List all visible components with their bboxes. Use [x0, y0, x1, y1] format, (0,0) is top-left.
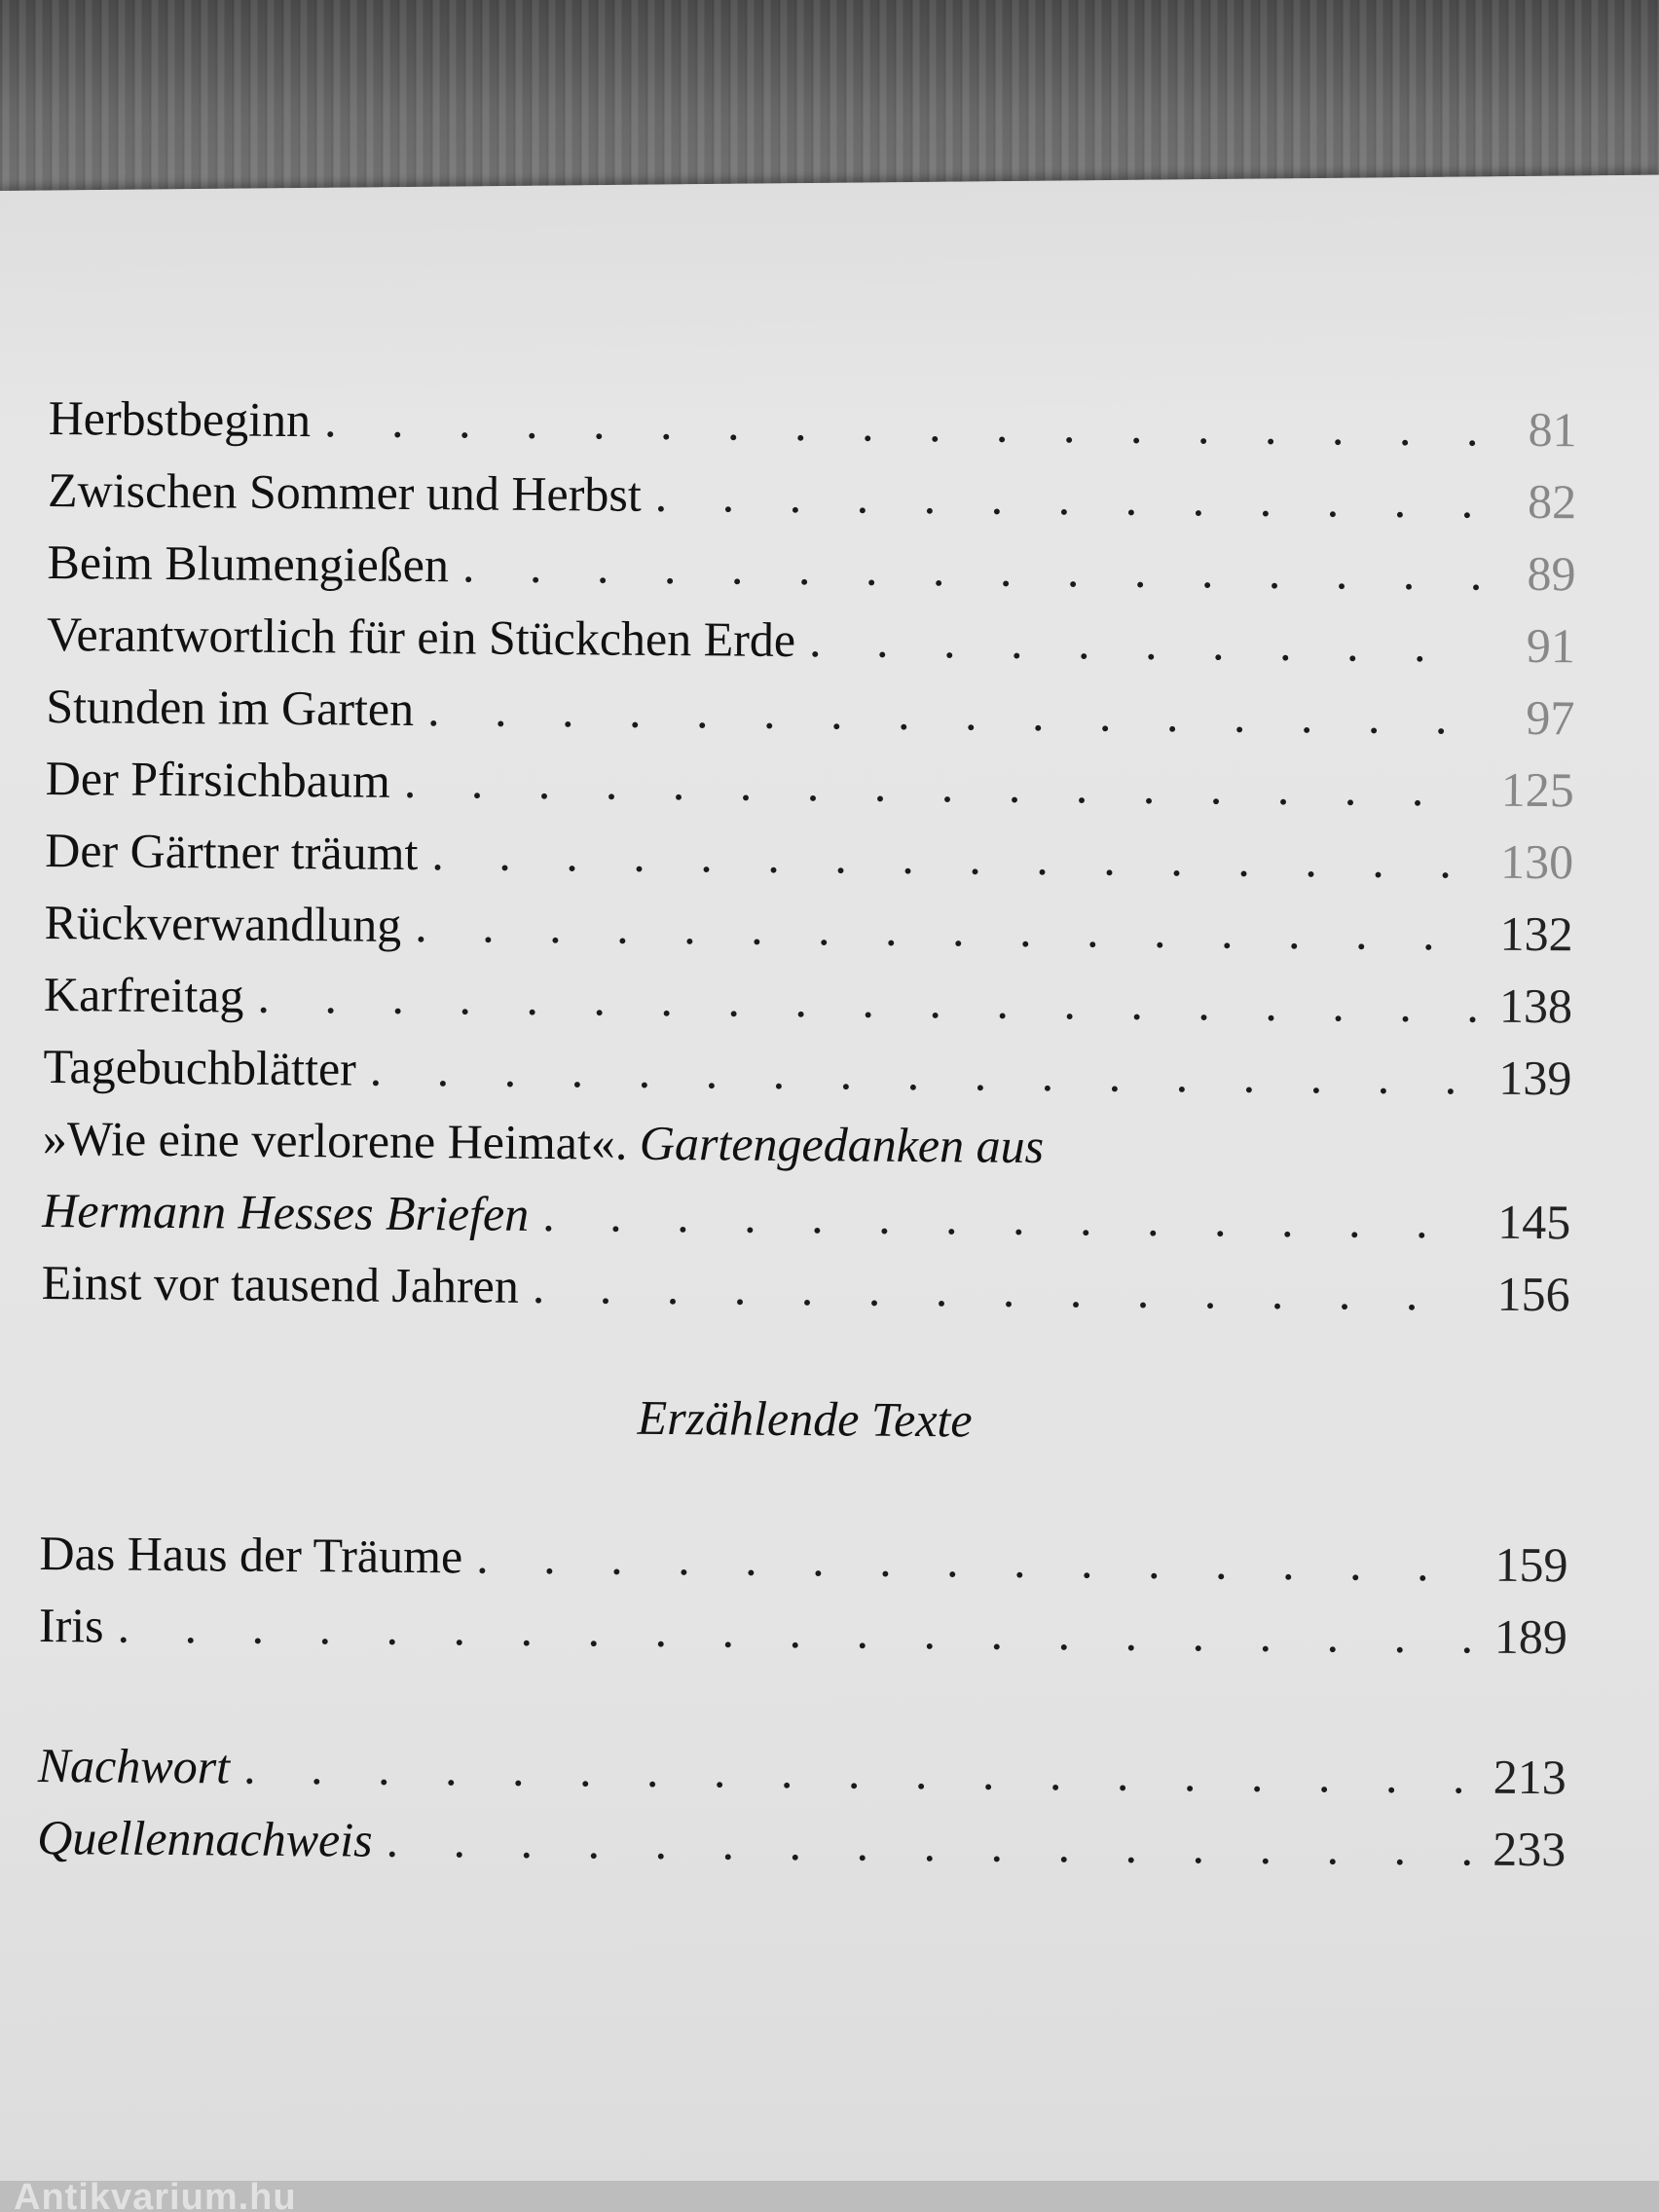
toc-entry-page: 97	[1526, 689, 1575, 746]
toc-entry-title: Einst vor tausend Jahren	[41, 1254, 520, 1313]
leader-dots	[476, 1520, 1473, 1600]
leader-dots	[404, 745, 1479, 826]
toc-entry	[37, 1801, 1567, 1885]
toc-entry	[46, 742, 1575, 826]
leader-dots	[809, 604, 1480, 681]
leader-dots	[533, 1250, 1475, 1330]
toc-entry	[39, 1589, 1568, 1673]
toc-entry	[42, 1174, 1571, 1258]
toc-entry-title: Rückverwandlung	[44, 894, 402, 952]
leader-dots	[324, 384, 1482, 464]
toc-entry-title: Karfreitag	[43, 966, 244, 1023]
toc-entry-page: 91	[1526, 617, 1576, 674]
toc-entry-title: Stunden im Garten	[46, 678, 415, 736]
toc-entry-title: Hermann Hesses Briefen	[42, 1182, 530, 1241]
toc-entry-title: Das Haus der Träume	[39, 1525, 463, 1584]
toc-entry-title: Der Gärtner träumt	[45, 822, 419, 880]
toc-entry	[47, 598, 1576, 682]
toc-entry-page: 139	[1498, 1050, 1572, 1106]
leader-dots	[542, 1178, 1476, 1258]
toc-entry	[46, 670, 1575, 754]
leader-dots	[243, 1731, 1471, 1813]
toc-entry-page: 89	[1527, 545, 1576, 602]
section-gap	[38, 1661, 1567, 1741]
leader-dots	[257, 960, 1477, 1042]
leader-dots	[370, 1033, 1477, 1114]
toc-entry-page: 156	[1496, 1266, 1570, 1322]
leader-dots	[386, 1804, 1470, 1885]
toc-entry-title: Der Pfirsichbaum	[45, 750, 391, 808]
toc-entry	[45, 814, 1574, 898]
toc-entry-page: 125	[1500, 761, 1574, 818]
toc-entry-title: Verantwortlich für ein Stückchen Erde	[46, 606, 796, 668]
toc-entry-letters-line1	[43, 1102, 1572, 1186]
toc-entry-page: 145	[1497, 1194, 1571, 1250]
toc-entry-title-italic: Gartengedanken aus	[639, 1115, 1045, 1174]
toc-entry-page: 159	[1494, 1536, 1568, 1593]
leader-dots	[462, 529, 1481, 608]
toc-entry-title-roman: »Wie eine verlorene Heimat«.	[42, 1110, 628, 1170]
toc-entry-page: 213	[1493, 1749, 1567, 1805]
toc-entry	[39, 1517, 1568, 1601]
toc-entry	[38, 1729, 1567, 1813]
toc-entry-title: Beim Blumengießen	[47, 534, 450, 593]
toc-entry-page: 138	[1498, 977, 1573, 1034]
toc-entry	[47, 526, 1576, 609]
toc-entry-title: Nachwort	[37, 1737, 231, 1794]
leader-dots	[431, 817, 1478, 897]
leader-dots	[415, 889, 1478, 970]
toc-entry-page: 81	[1528, 401, 1577, 458]
toc-entry-page: 132	[1499, 905, 1573, 962]
leader-dots	[427, 673, 1480, 753]
table-of-contents	[37, 382, 1577, 1885]
toc-entry	[48, 382, 1577, 465]
leader-dots	[117, 1590, 1472, 1673]
toc-entry	[41, 1246, 1570, 1330]
toc-entry	[44, 886, 1573, 970]
toc-entry-page: 189	[1493, 1608, 1568, 1665]
toc-entry	[44, 958, 1573, 1042]
toc-entry	[48, 454, 1577, 537]
watermark: Antikvarium.hu	[14, 2177, 297, 2212]
toc-entry-title: Zwischen Sommer und Herbst	[47, 461, 642, 522]
toc-entry	[43, 1030, 1572, 1114]
section-heading: Erzählende Texte	[637, 1389, 973, 1448]
toc-entry-page: 82	[1527, 473, 1577, 530]
toc-entry-title: Herbstbeginn	[48, 389, 312, 448]
toc-entry-title: Tagebuchblätter	[43, 1038, 357, 1096]
leader-dots	[654, 459, 1481, 537]
toc-entry-title: Quellennachweis	[37, 1809, 373, 1867]
toc-entry-page: 130	[1499, 833, 1574, 890]
toc-entry-page: 233	[1492, 1821, 1567, 1877]
toc-entry-title: Iris	[38, 1597, 104, 1653]
